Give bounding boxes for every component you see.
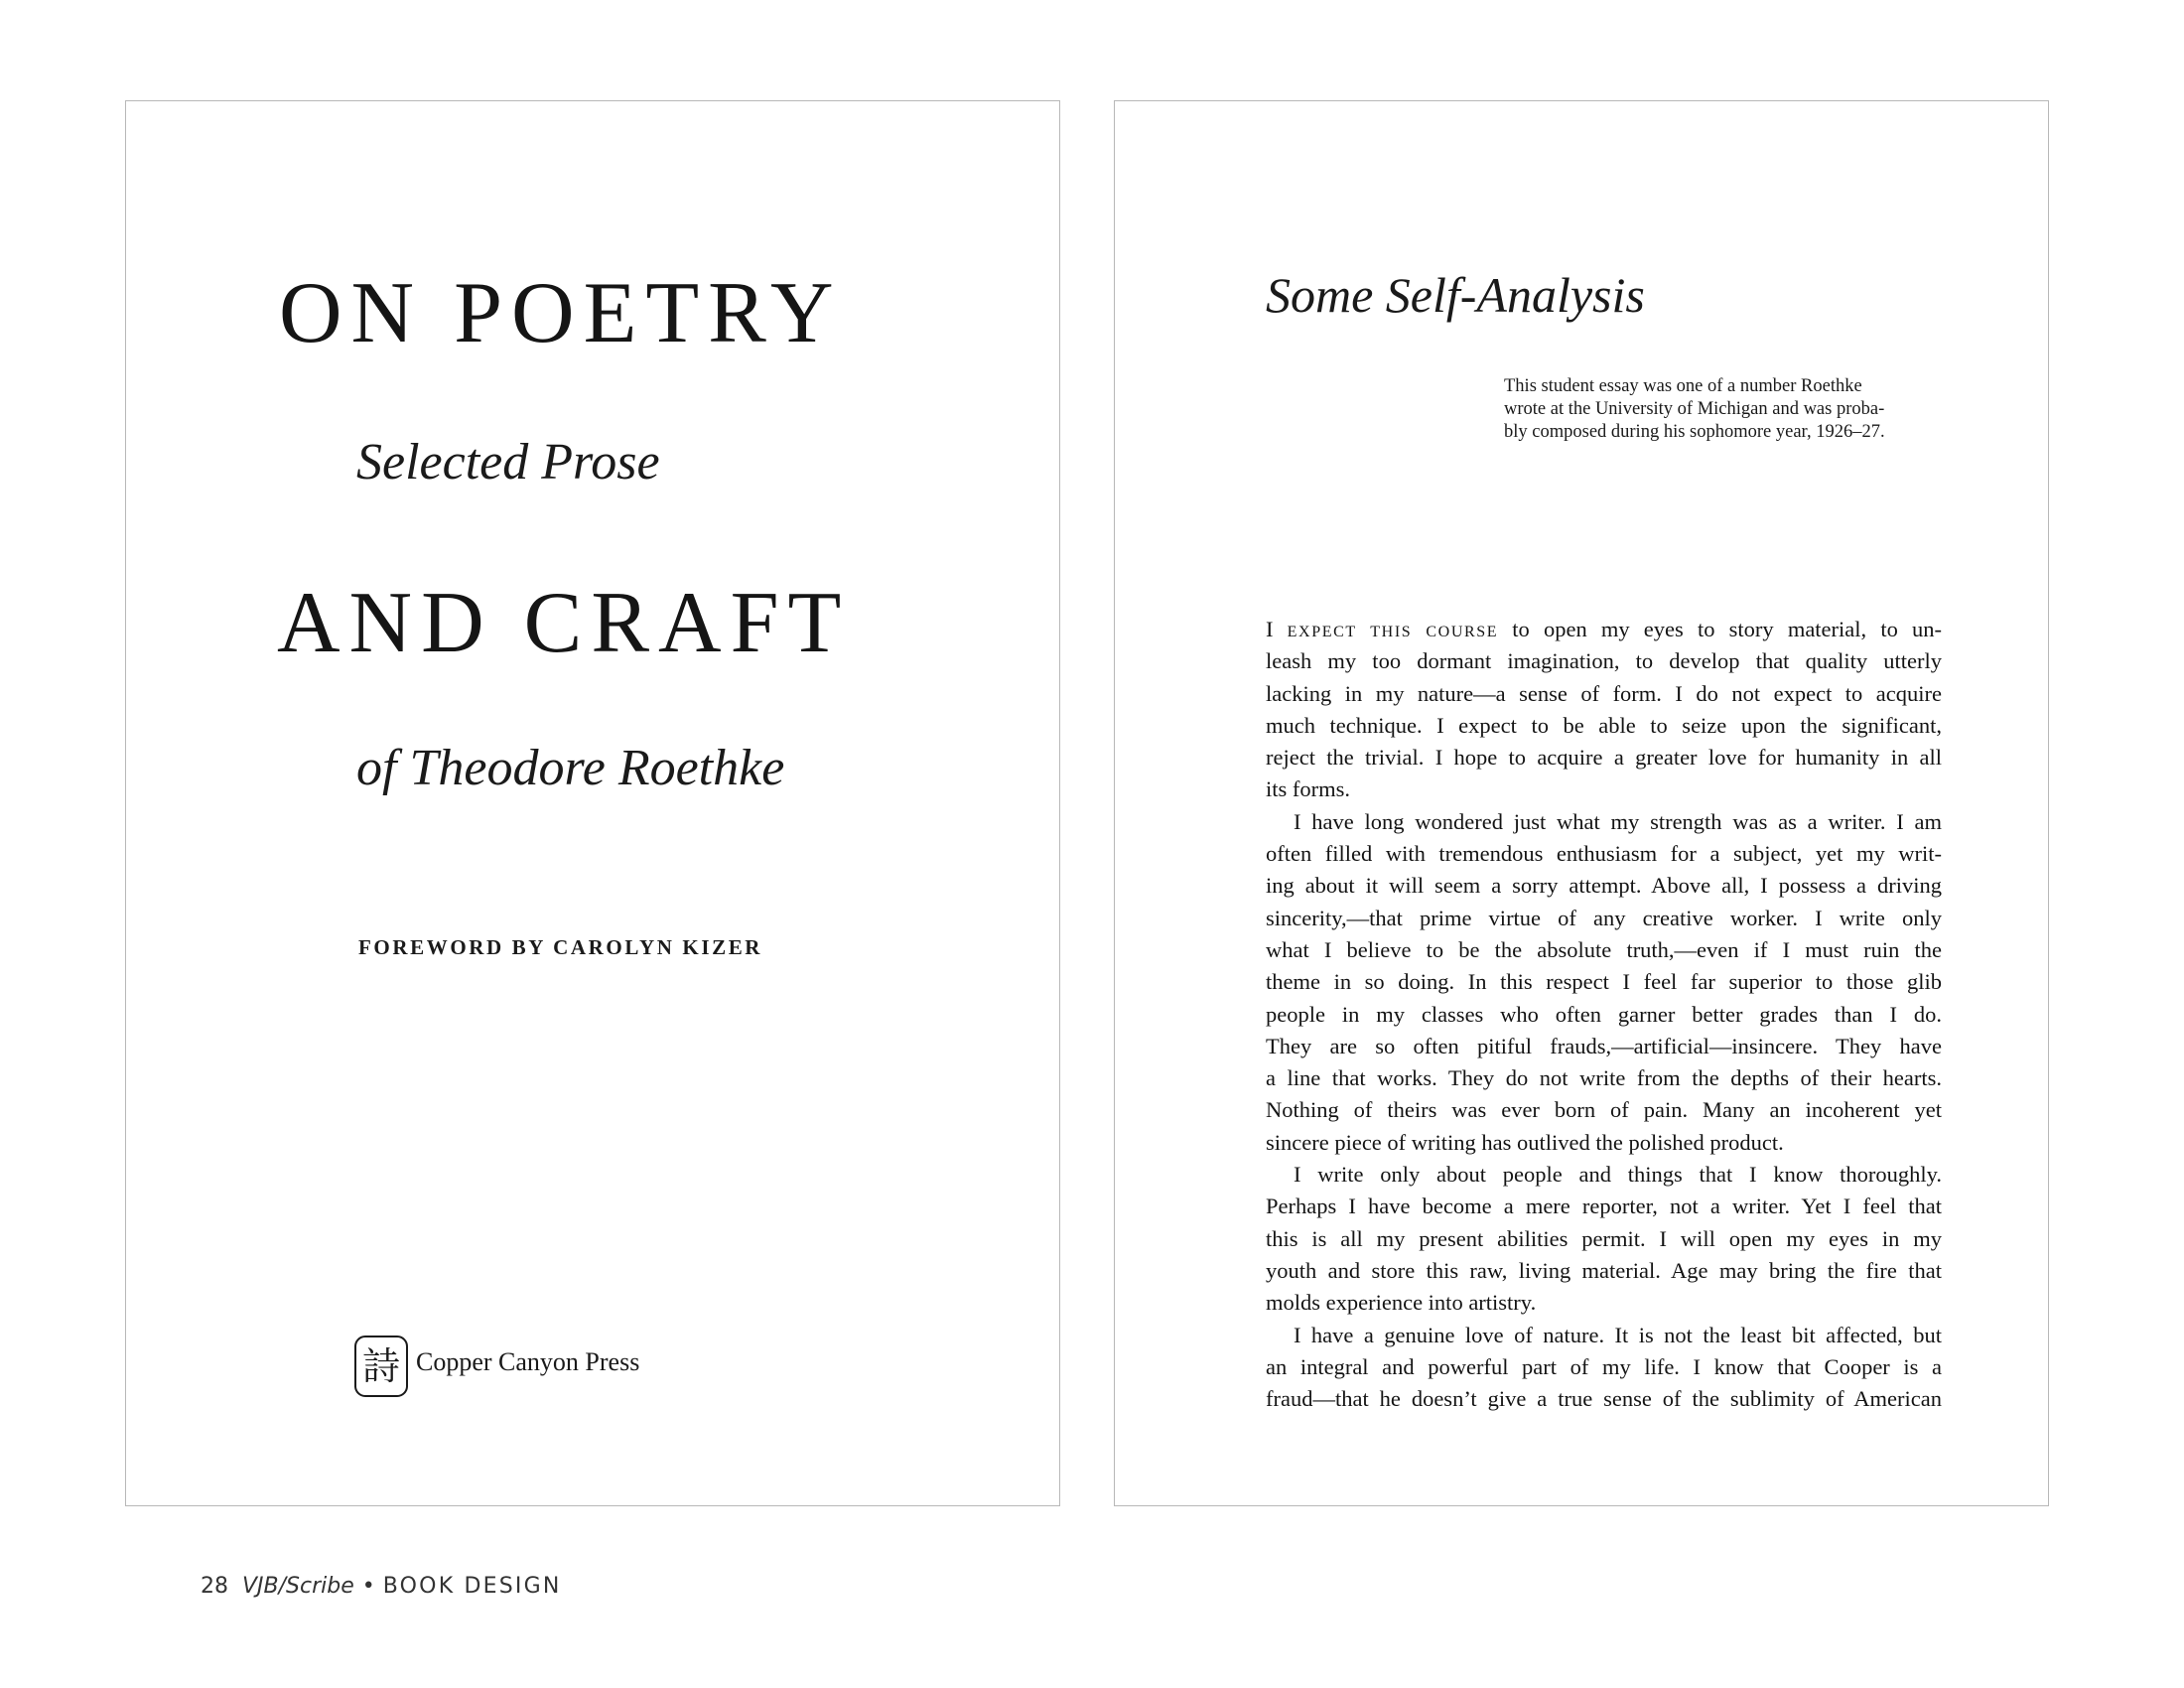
body-line: sincerity,—that prime virtue of any creative worker. I write only <box>1266 905 1942 930</box>
book-title-line-2: AND CRAFT <box>277 575 851 671</box>
body-line: I have a genuine love of nature. It is not the least bit affected, but <box>1294 1322 1942 1347</box>
body-line: much technique. I expect to be able to seize upon the significant, <box>1266 712 1942 738</box>
body-line: fraud—that he doesn’t give a true sense of the sublimity of American <box>1266 1386 1942 1412</box>
body-line: often filled with tremendous enthusiasm for a subject, yet my writ- <box>1266 841 1942 867</box>
page-footer <box>201 1576 562 1598</box>
essay-headnote <box>1504 375 1941 444</box>
footer-section-title: BOOK DESIGN <box>382 1574 562 1599</box>
essay-title: Some Self-Analysis <box>1266 267 1645 323</box>
book-title-line-1: ON POETRY <box>279 265 843 361</box>
body-line: lacking in my nature—a sense of form. I do not expect to acquire <box>1266 680 1942 706</box>
body-line: this is all my present abilities permit. I will open my eyes in my <box>1266 1225 1942 1251</box>
body-line: theme in so doing. In this respect I feel far superior to those glib <box>1266 969 1942 995</box>
body-line: Nothing of theirs was ever born of pain. Many an incoherent yet <box>1266 1097 1942 1123</box>
foreword-credit: FOREWORD BY CAROLYN KIZER <box>358 935 763 959</box>
footer-bullet: • <box>361 1574 375 1599</box>
publisher-name: Copper Canyon Press <box>416 1347 640 1376</box>
opening-small-caps: EXPECT THIS COURSE <box>1287 624 1499 640</box>
body-line: its forms. <box>1266 776 1351 802</box>
body-line: what I believe to be the absolute truth,—even if I must ruin the <box>1266 936 1942 962</box>
body-line-rest: to open my eyes to story material, to un- <box>1498 617 1942 641</box>
body-line: youth and store this raw, living material. Age may bring the fire that <box>1266 1257 1942 1283</box>
book-subtitle-selected-prose: Selected Prose <box>356 434 660 491</box>
headnote-line: This student essay was one of a number Roethke <box>1504 376 1862 396</box>
body-line: They are so often pitiful frauds,—artificial—insincere. They have <box>1266 1033 1942 1058</box>
body-line: sincere piece of writing has outlived the polished product. <box>1266 1129 1784 1155</box>
body-line: people in my classes who often garner better grades than I do. <box>1266 1001 1942 1027</box>
book-author-line: of Theodore Roethke <box>356 740 785 796</box>
publisher-imprint <box>354 1336 639 1397</box>
essay-page <box>1114 100 2049 1506</box>
body-line: reject the trivial. I hope to acquire a greater love for humanity in all <box>1266 745 1942 771</box>
body-line: leash my too dormant imagination, to develop that quality utterly <box>1266 648 1942 674</box>
body-line: Perhaps I have become a mere reporter, not a writer. Yet I feel that <box>1266 1194 1942 1219</box>
body-line: ing about it will seem a sorry attempt. Above all, I possess a driving <box>1266 873 1942 899</box>
body-line: a line that works. They do not write from the depths of their hearts. <box>1266 1065 1942 1091</box>
body-line: I have long wondered just what my strength was as a writer. I am <box>1294 808 1942 834</box>
headnote-line: wrote at the University of Michigan and was proba- <box>1504 399 1885 419</box>
body-line: I write only about people and things that I know thoroughly. <box>1294 1162 1942 1188</box>
headnote-line: bly composed during his sophomore year, 1926–27. <box>1504 422 1885 442</box>
footer-page-number: 28 <box>201 1574 228 1599</box>
body-line-lead: I <box>1266 617 1288 641</box>
footer-brand: VJB/Scribe <box>242 1574 354 1599</box>
body-line <box>1266 614 1942 645</box>
body-line: molds experience into artistry. <box>1266 1290 1537 1316</box>
title-page <box>125 100 1060 1506</box>
essay-body <box>1266 614 1942 1415</box>
body-line: an integral and powerful part of my life. I know that Cooper is a <box>1266 1353 1942 1379</box>
copper-canyon-press-logo-icon: 詩 <box>354 1336 408 1397</box>
